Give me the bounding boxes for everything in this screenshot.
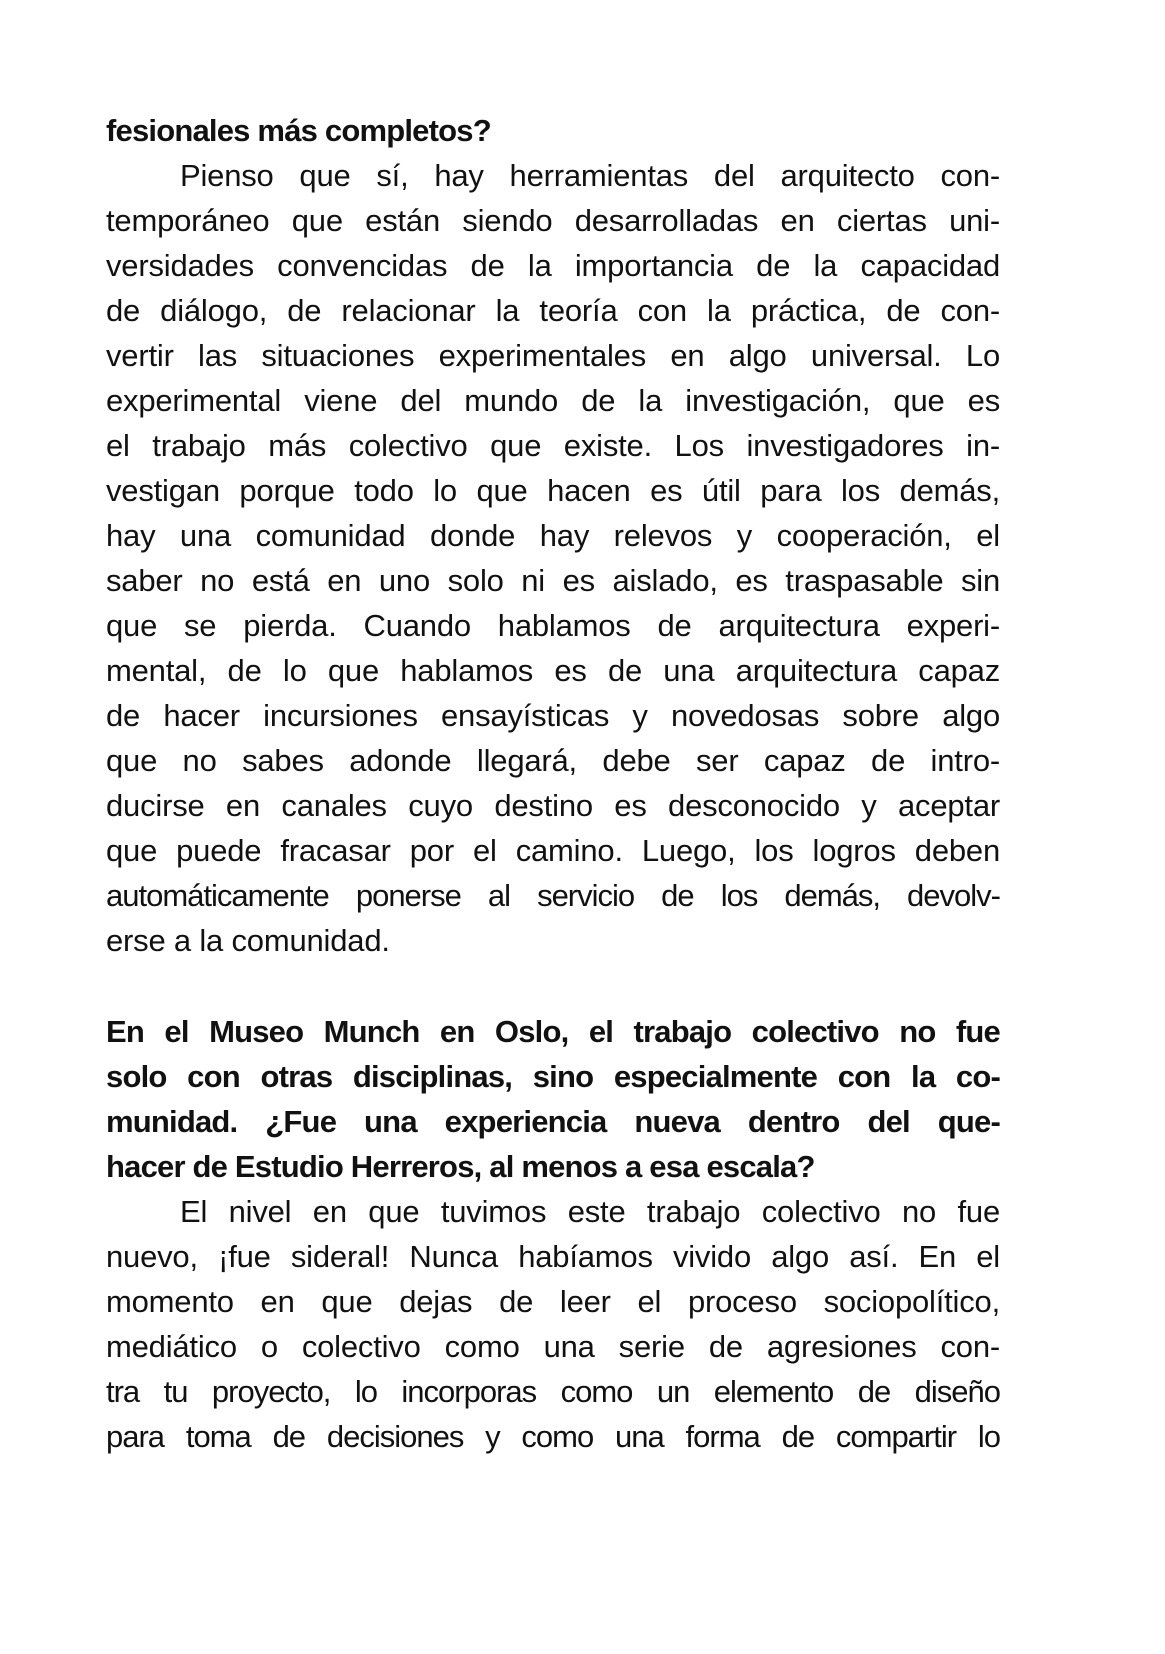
answer-paragraph-1: [106, 153, 1000, 963]
paragraph-line: que puede fracasar por el camino. Luego, los logros deben: [106, 833, 1000, 868]
paragraph-line: experimental viene del mundo de la investigación, que es: [106, 383, 1000, 418]
section-gap: [106, 963, 1000, 1009]
paragraph-line: vestigan porque todo lo que hacen es útil para los demás,: [106, 473, 1000, 508]
paragraph-line: automáticamente ponerse al servicio de los demás, devolv-: [106, 878, 1000, 913]
paragraph-line: que no sabes adonde llegará, debe ser capaz de intro-: [106, 743, 1000, 778]
paragraph-line: saber no está en uno solo ni es aislado, es traspasable sin: [106, 563, 1000, 598]
paragraph-line: El nivel en que tuvimos este trabajo colectivo no fue: [180, 1194, 1000, 1229]
paragraph-line: mental, de lo que hablamos es de una arquitectura capaz: [106, 653, 1000, 688]
question-line: solo con otras disciplinas, sino especialmente con la co-: [106, 1059, 1000, 1094]
question-line: munidad. ¿Fue una experiencia nueva dentro del que-: [106, 1104, 1000, 1139]
paragraph-line: temporáneo que están siendo desarrolladas en ciertas uni-: [106, 203, 1000, 238]
paragraph-line: ducirse en canales cuyo destino es desconocido y aceptar: [106, 788, 1000, 823]
paragraph-line: hay una comunidad donde hay relevos y cooperación, el: [106, 518, 1000, 553]
paragraph-line: tra tu proyecto, lo incorporas como un elemento de diseño: [106, 1374, 1000, 1409]
answer-paragraph-2: [106, 1189, 1000, 1459]
paragraph-line: para toma de decisiones y como una forma de compartir lo: [106, 1419, 1000, 1454]
paragraph-line: que se pierda. Cuando hablamos de arquitectura experi-: [106, 608, 1000, 643]
paragraph-line: de diálogo, de relacionar la teoría con la práctica, de con-: [106, 293, 1000, 328]
paragraph-line: versidades convencidas de la importancia de la capacidad: [106, 248, 1000, 283]
paragraph-line: de hacer incursiones ensayísticas y novedosas sobre algo: [106, 698, 1000, 733]
paragraph-line: erse a la comunidad.: [106, 923, 390, 958]
paragraph-line: momento en que dejas de leer el proceso sociopolítico,: [106, 1284, 1000, 1319]
page-body: [106, 108, 1000, 1459]
paragraph-line: vertir las situaciones experimentales en algo universal. Lo: [106, 338, 1000, 373]
paragraph-line: Pienso que sí, hay herramientas del arquitecto con-: [180, 158, 1000, 193]
question-heading-2: [106, 1009, 1000, 1189]
paragraph-line: el trabajo más colectivo que existe. Los investigadores in-: [106, 428, 1000, 463]
question-line: En el Museo Munch en Oslo, el trabajo colectivo no fue: [106, 1014, 1000, 1049]
question-line: hacer de Estudio Herreros, al menos a esa escala?: [106, 1149, 815, 1184]
paragraph-line: nuevo, ¡fue sideral! Nunca habíamos vivido algo así. En el: [106, 1239, 1000, 1274]
paragraph-line: mediático o colectivo como una serie de agresiones con-: [106, 1329, 1000, 1364]
question-heading-tail: fesionales más completos?: [106, 113, 491, 148]
